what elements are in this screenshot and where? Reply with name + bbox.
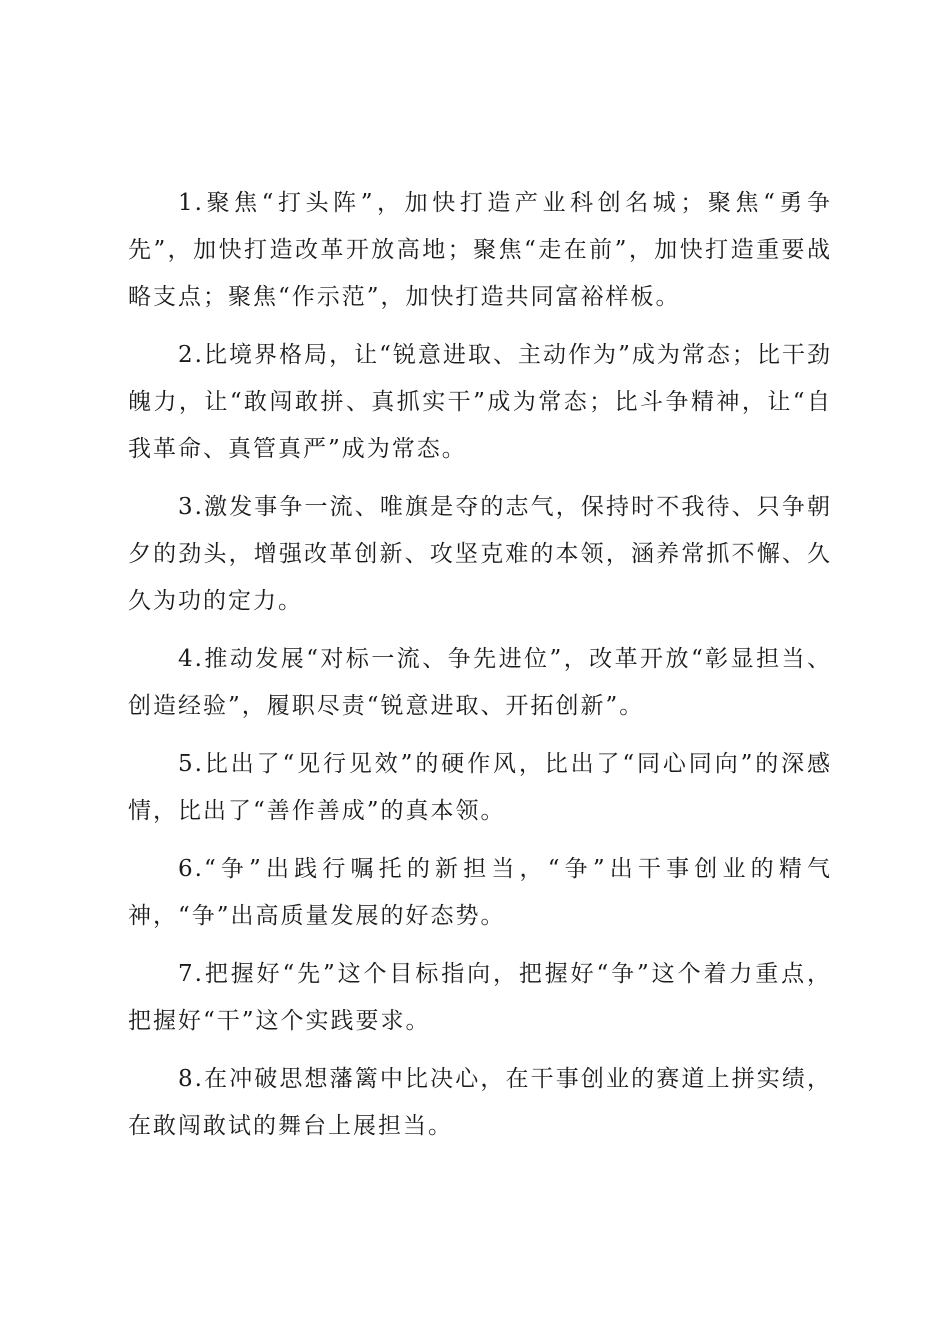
document-body xyxy=(128,180,832,1161)
paragraph-3: 3.激发事争一流、唯旗是夺的志气，保持时不我待、只争朝夕的劲头，增强改革创新、攻坚克难的本领，涵养常抓不懈、久久为功的定力。 xyxy=(128,494,832,614)
paragraph-6: 6.“争”出践行嘱托的新担当，“争”出干事创业的精气神，“争”出高质量发展的好态势。 xyxy=(128,856,832,929)
paragraph-7: 7.把握好“先”这个目标指向，把握好“争”这个着力重点，把握好“干”这个实践要求。 xyxy=(128,961,832,1034)
paragraph-1: 1.聚焦“打头阵”，加快打造产业科创名城；聚焦“勇争先”，加快打造改革开放高地；聚焦“走在前”，加快打造重要战略支点；聚焦“作示范”，加快打造共同富裕样板。 xyxy=(128,190,832,310)
paragraph-8: 8.在冲破思想藩篱中比决心，在干事创业的赛道上拼实绩，在敢闯敢试的舞台上展担当。 xyxy=(128,1066,832,1139)
paragraph-2: 2.比境界格局，让“锐意进取、主动作为”成为常态；比干劲魄力，让“敢闯敢拼、真抓实干”成为常态；比斗争精神，让“自我革命、真管真严”成为常态。 xyxy=(128,342,832,462)
paragraph-4: 4.推动发展“对标一流、争先进位”，改革开放“彰显担当、创造经验”，履职尽责“锐意进取、开拓创新”。 xyxy=(128,646,832,719)
paragraph-5: 5.比出了“见行见效”的硬作风，比出了“同心同向”的深感情，比出了“善作善成”的真本领。 xyxy=(128,751,832,824)
